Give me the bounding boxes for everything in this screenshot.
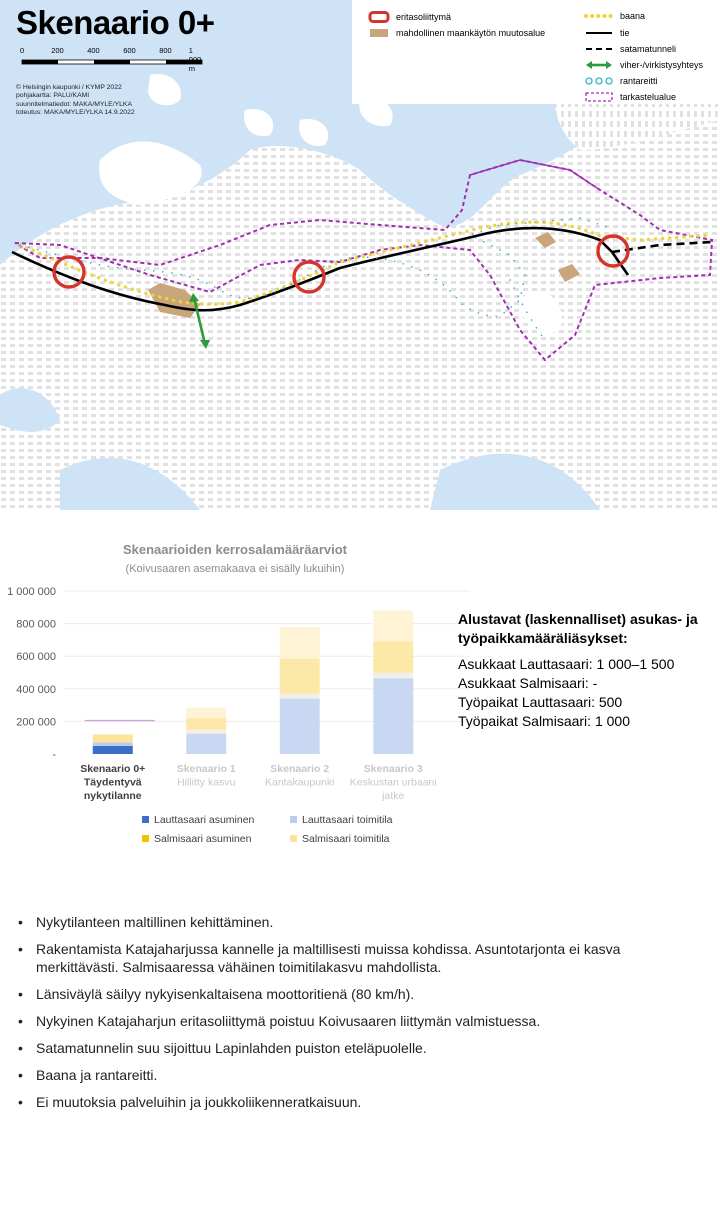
y-tick-label: 1 000 000 <box>7 586 56 598</box>
legend-label: mahdollinen maankäytön muutosalue <box>396 28 546 38</box>
estimates-panel <box>458 610 720 731</box>
legend-label: Lauttasaari asuminen <box>154 814 255 826</box>
x-tick-label: jatke <box>382 790 405 802</box>
bullet-text: Rakentamista Katajaharjussa kannelle ja maltillisesti muissa kohdissa. Asuntotarjonta ei kasva merkittävästi. Salmisaaressa vähäinen toimitilakasvu mahdollista. <box>36 941 621 975</box>
baana-symbol-icon <box>584 11 614 21</box>
chart-subtitle: (Koivusaaren asemakaava ei sisälly lukuihin) <box>125 563 345 575</box>
x-tick-label: nykytilanne <box>83 790 142 802</box>
bullet-text: Baana ja rantareitti. <box>36 1067 158 1083</box>
y-tick-label: - <box>52 749 56 761</box>
interchange-symbol-icon <box>368 11 390 23</box>
map-title: Skenaario 0+ <box>16 4 215 41</box>
estimate-line: Työpaikat Lauttasaari: 500 <box>458 694 623 710</box>
bullet-icon: • <box>18 1094 23 1110</box>
bar-segment <box>186 718 226 729</box>
bar-segment <box>373 673 413 679</box>
legend-swatch <box>290 816 297 823</box>
x-tick-label: Skenaario 1 <box>176 763 236 775</box>
bar-segment <box>280 699 320 754</box>
tunnel-symbol-icon <box>584 44 614 54</box>
scale-tick-label: 800 <box>159 46 172 55</box>
scale-tick-label: 1 000 m <box>188 46 202 73</box>
credit-line: suunnitelmatiedot: MAKA/MYLE/YLKA <box>16 100 132 108</box>
y-tick-label: 400 000 <box>16 683 56 696</box>
map-legend <box>352 0 720 104</box>
bar-segment <box>93 743 133 746</box>
bar-segment <box>373 642 413 673</box>
scale-bar-graphic <box>16 58 206 70</box>
bar-segment <box>186 734 226 754</box>
legend-label: Salmisaari asuminen <box>154 833 252 845</box>
bar-segment <box>373 611 413 642</box>
scale-tick-label: 400 <box>87 46 100 55</box>
x-tick-label: Kantakaupunki <box>265 776 335 789</box>
legend-study-area <box>584 92 676 102</box>
scale-ticks <box>16 46 206 73</box>
legend-label: Lauttasaari toimitila <box>302 814 393 826</box>
estimates-heading: Alustavat (laskennalliset) asukas- ja työpaikkamääräliäsykset: <box>458 611 698 646</box>
chart-svg <box>0 530 480 860</box>
legend-label: rantareitti <box>620 76 658 86</box>
bullet-icon: • <box>18 1067 23 1083</box>
legend-baana <box>584 11 645 21</box>
list-item <box>20 1093 700 1111</box>
legend-road <box>584 28 630 38</box>
legend-label: eritasoliittymä <box>396 12 452 22</box>
bar-segment <box>373 678 413 754</box>
x-tick-label: Hillitty kasvu <box>177 776 236 789</box>
estimate-line: Työpaikat Salmisaari: 1 000 <box>458 713 630 729</box>
legend-swatch <box>142 835 149 842</box>
x-tick-label: Skenaario 2 <box>270 763 330 775</box>
road-symbol-icon <box>584 28 614 38</box>
bullet-icon: • <box>18 986 23 1002</box>
credit-line: pohjakartta: PALU/KAMI <box>16 92 90 100</box>
legend-tunnel <box>584 44 676 54</box>
study-area-symbol-icon <box>584 92 614 102</box>
legend-label: baana <box>620 11 646 21</box>
x-tick-label: Skenaario 0+ <box>80 763 146 775</box>
bullet-icon: • <box>18 1013 23 1029</box>
bar-segment <box>280 659 320 694</box>
credit-line: © Helsingin kaupunki / KYMP 2022 <box>16 84 122 91</box>
estimate-line: Asukkaat Lauttasaari: 1 000–1 500 <box>458 656 675 672</box>
list-item <box>20 985 700 1003</box>
estimate-line: Asukkaat Salmisaari: - <box>458 675 598 691</box>
y-tick-label: 200 000 <box>16 716 56 729</box>
x-tick-label: Keskustan urbaani <box>349 776 437 789</box>
bullet-text: Nykyinen Katajaharjun eritasoliittymä poistuu Koivusaaren liittymän valmistuessa. <box>36 1013 541 1029</box>
land-areas <box>0 60 720 510</box>
legend-shore-route <box>584 76 658 86</box>
y-tick-label: 800 000 <box>16 618 56 631</box>
legend-label: satamatunneli <box>620 44 677 54</box>
bullet-icon: • <box>18 914 23 930</box>
list-item <box>20 913 700 931</box>
scale-tick-label: 600 <box>123 46 136 55</box>
change-area-symbol-icon <box>368 27 390 39</box>
legend-label: Salmisaari toimitila <box>302 833 390 845</box>
floor-area-chart <box>0 530 480 860</box>
scale-bar <box>16 46 206 76</box>
bullet-text: Satamatunnelin suu sijoittuu Lapinlahden puiston eteläpuolelle. <box>36 1040 427 1056</box>
legend-green-link <box>584 60 703 70</box>
list-item <box>20 1012 700 1030</box>
bullet-icon: • <box>18 941 23 957</box>
bar-segment <box>280 627 320 659</box>
legend-change-area <box>368 27 545 39</box>
legend-swatch <box>142 816 149 823</box>
scale-tick-label: 200 <box>51 46 64 55</box>
list-item <box>20 940 700 976</box>
legend-swatch <box>290 835 297 842</box>
map-credits <box>16 84 135 117</box>
bullet-icon: • <box>18 1040 23 1056</box>
legend-label: tarkastelualue <box>620 92 677 102</box>
legend-label: viher-/virkistysyhteys <box>620 60 704 70</box>
credit-line: toteutus: MAKA/MYLE/YLKA 14.9.2022 <box>16 108 135 116</box>
scale-tick-label: 0 <box>20 46 25 55</box>
bar-segment <box>280 694 320 699</box>
bar-segment <box>186 730 226 734</box>
x-tick-label: Skenaario 3 <box>363 763 423 775</box>
chart-title: Skenaarioiden kerrosalamääräarviot <box>122 542 348 557</box>
x-tick-label: Täydentyvä <box>83 776 142 789</box>
bullet-text: Ei muutoksia palveluihin ja joukkoliikenneratkaisuun. <box>36 1094 362 1110</box>
legend-interchange <box>368 11 451 23</box>
list-item <box>20 1066 700 1084</box>
bar-segment <box>186 708 226 719</box>
bar-segment <box>93 746 133 754</box>
scenario-bullet-list <box>20 913 700 1120</box>
list-item <box>20 1039 700 1057</box>
y-tick-label: 600 000 <box>16 651 56 664</box>
scenario-map <box>0 0 720 510</box>
bar-segment <box>93 734 133 742</box>
shore-route-symbol-icon <box>584 76 614 86</box>
green-link-symbol-icon <box>584 60 614 70</box>
legend-label: tie <box>620 28 630 38</box>
bullet-text: Nykytilanteen maltillinen kehittäminen. <box>36 914 274 930</box>
bullet-text: Länsiväylä säilyy nykyisenkaltaisena moottoritienä (80 km/h). <box>36 986 415 1002</box>
